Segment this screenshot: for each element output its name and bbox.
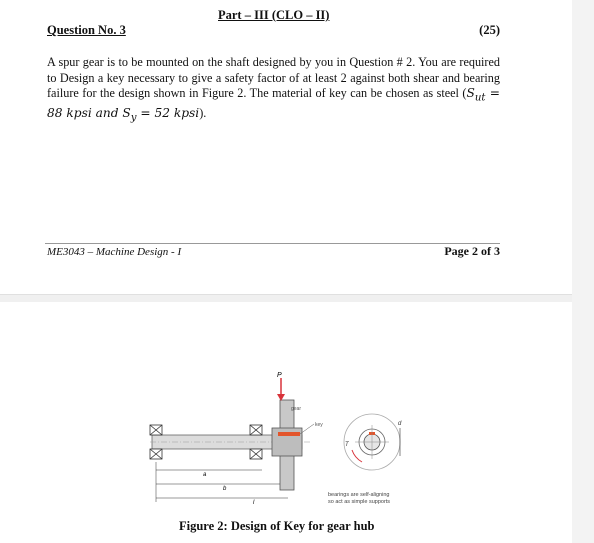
figure-caption: Figure 2: Design of Key for gear hub xyxy=(179,519,375,533)
question-number: Question No. 3 xyxy=(47,23,126,37)
and-word: and xyxy=(91,105,123,120)
footer-page-number: Page 2 of 3 xyxy=(444,244,500,258)
sy-value: = 52 kpsi xyxy=(136,105,200,120)
sut-symbol: S xyxy=(466,86,475,100)
sy-subscript: y xyxy=(130,112,137,124)
footer-course: ME3043 – Machine Design - I xyxy=(47,246,182,258)
part-header: Part – III (CLO – II) xyxy=(218,8,330,22)
key xyxy=(278,432,300,436)
label-a: a xyxy=(203,472,207,478)
sut-subscript: ut xyxy=(474,92,486,104)
label-P: P xyxy=(277,372,282,379)
question-text-main: A spur gear is to be mounted on the shaft designed by you in Question # 2. You are required to Design a key necessary to give a safety factor of at least 2 against both shear and bearing failure for the design shown in Figure 2. The material of key can be chosen as steel ( xyxy=(47,55,500,100)
scrollbar-track[interactable] xyxy=(572,0,594,543)
figure-key-gear-hub xyxy=(140,370,430,518)
label-key: key xyxy=(315,422,323,428)
sut-value: = 88 kpsi xyxy=(47,86,500,120)
end-view xyxy=(344,414,400,470)
sy-symbol: S xyxy=(122,105,131,120)
label-gear: gear xyxy=(291,406,302,412)
label-T: T xyxy=(345,442,349,448)
label-l: l xyxy=(253,500,255,506)
bearing-note-line2: so act as simple supports xyxy=(328,499,391,505)
question-marks: (25) xyxy=(479,23,500,37)
label-d: d xyxy=(398,421,402,427)
footer-rule xyxy=(45,243,500,244)
label-b: b xyxy=(223,486,227,492)
bearing-note-line1: bearings are self-aligning xyxy=(328,492,390,498)
question-text-end: ). xyxy=(199,105,207,120)
question-text xyxy=(47,55,500,126)
